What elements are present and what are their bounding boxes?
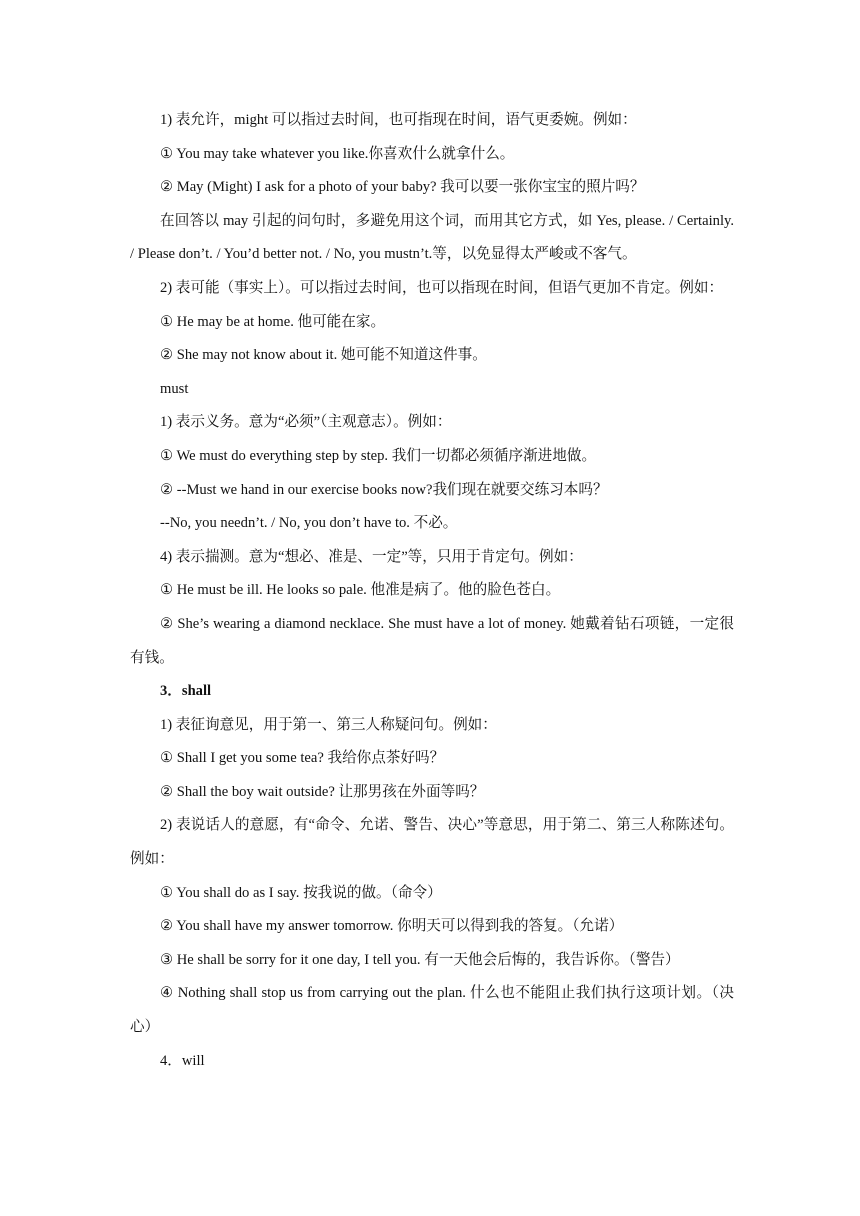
paragraph-line: 4) 表示揣测。意为“想必、准是、一定”等，只用于肯定句。例如：	[160, 548, 583, 565]
paragraph-line: 1) 表允许，might 可以指过去时间，也可指现在时间，语气更委婉。例如：	[160, 112, 637, 128]
paragraph-line: 1) 表征询意见，用于第一、第三人称疑问句。例如：	[160, 716, 497, 733]
section-heading: 4．will	[160, 1052, 205, 1069]
example-line: ① He must be ill. He looks so pale. 他准是病了。他的脸色苍白。	[160, 582, 561, 599]
example-line: ① We must do everything step by step. 我们一切都必须循序渐进地做。	[160, 447, 597, 464]
example-line: ③ He shall be sorry for it one day, I tell you. 有一天他会后悔的，我告诉你。（警告）	[160, 951, 680, 968]
paragraph-line: 2) 表说话人的意愿，有“命令、允诺、警告、决心”等意思，用于第二、第三人称陈述句。例如：	[130, 817, 734, 868]
example-line: ② May (Might) I ask for a photo of your baby? 我可以要一张你宝宝的照片吗？	[160, 179, 645, 196]
document-body	[130, 104, 734, 1078]
section-heading: 3．shall	[160, 683, 212, 700]
paragraph-line: 在回答以 may 引起的问句时，多避免用这个词，而用其它方式，如 Yes, please. / Certainly. / Please don’t. / You’d better not. / No, you mustn’t.等，以免显得太严峻或不客气。	[130, 212, 734, 263]
section-heading: must	[160, 380, 189, 397]
example-line: ① He may be at home. 他可能在家。	[160, 313, 386, 330]
example-line: --No, you needn’t. / No, you don’t have to. 不必。	[160, 515, 458, 532]
example-line: ② You shall have my answer tomorrow. 你明天可以得到我的答复。（允诺）	[160, 918, 624, 935]
paragraph-line: 1) 表示义务。意为“必须”（主观意志）。例如：	[160, 414, 452, 431]
example-line: ④ Nothing shall stop us from carrying out the plan. 什么也不能阻止我们执行这项计划。（决心）	[130, 985, 734, 1036]
example-line: ② She may not know about it. 她可能不知道这件事。	[160, 347, 487, 364]
paragraph-line: 2) 表可能（事实上）。可以指过去时间，也可以指现在时间，但语气更加不肯定。例如：	[160, 279, 724, 296]
example-line: ① You may take whatever you like.你喜欢什么就拿什么。	[160, 145, 515, 162]
example-line: ② She’s wearing a diamond necklace. She must have a lot of money. 她戴着钻石项链，一定很有钱。	[130, 615, 734, 666]
example-line: ① You shall do as I say. 按我说的做。（命令）	[160, 884, 442, 901]
example-line: ② --Must we hand in our exercise books now?我们现在就要交练习本吗？	[160, 481, 608, 498]
example-line: ① Shall I get you some tea? 我给你点茶好吗？	[160, 750, 445, 767]
example-line: ② Shall the boy wait outside? 让那男孩在外面等吗？	[160, 783, 485, 800]
